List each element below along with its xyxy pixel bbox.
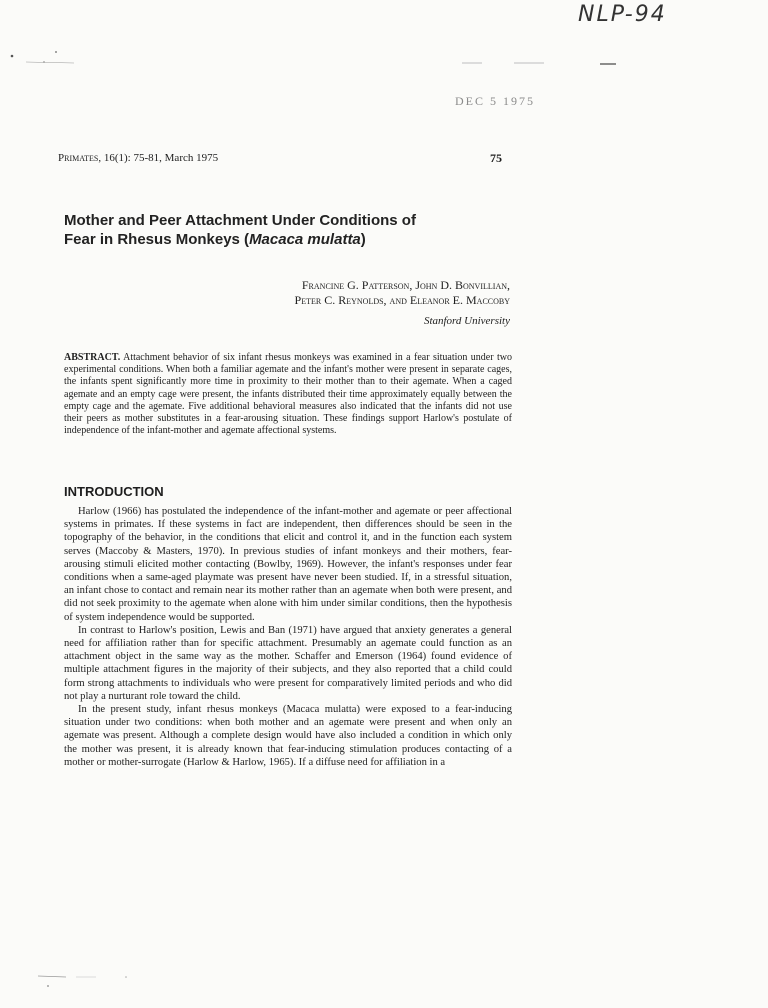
scan-specks: [4, 50, 764, 80]
abstract: [64, 352, 512, 437]
intro-paragraph-3: In the present study, infant rhesus monkeys (Macaca mulatta) were exposed to a fear-inducing situation under two conditions: when both mother and an agemate were present and when only an agemate was present. Although a complete design would have also included a condition in which only the mother was present, it is already known that fear-inducing stimulation produces contacting of a mother or mother-surrogate (Harlow & Harlow, 1965). If a diffuse need for affiliation in a: [64, 704, 512, 768]
title-line-1: Mother and Peer Attachment Under Conditions of: [64, 212, 416, 229]
section-heading-introduction: INTRODUCTION: [64, 484, 164, 499]
handwritten-annotation: NLP-94: [578, 2, 667, 27]
abstract-label: ABSTRACT.: [64, 352, 121, 363]
citation-details: , 16(1): 75-81, March 1975: [98, 152, 219, 164]
introduction-body: [64, 505, 512, 769]
authors-line-1: Francine G. Patterson, John D. Bonvillian,: [301, 278, 510, 292]
title-line-2: [64, 230, 464, 249]
title-prefix: Fear in Rhesus Monkeys (: [64, 231, 250, 248]
abstract-text: Attachment behavior of six infant rhesus monkeys was examined in a fear situation under two experimental conditions. When both a familiar agemate and the infant's mother were present in separate cages, the infants spent significantly more time in proximity to their mother than to their agemate. When a caged agemate and an empty cage were present, the infants distributed their time approximately equally between the empty cage and the agemate. Five additional behavioral measures also indicated that the infants did not use their peers as mother substitutes in a fear-arousing situation. These findings support Harlow's postulate of independence of the infant-mother and agemate affectional systems.: [64, 352, 512, 437]
author-list: [230, 278, 510, 308]
intro-paragraph-2: In contrast to Harlow's position, Lewis and Ban (1971) have argued that anxiety generates a general need for affiliation rather than for specific attachment. Presumably an agemate could function as an attachment object in the same way as the mother. Schaffer and Emerson (1964) found evidence of multiple attachment figures in the majority of their subjects, and they also reported that a child could form strong attachments to individuals who were present for comparatively limited periods and who did not play a nurturant role toward the child.: [64, 624, 512, 702]
bottom-scan-specks: [36, 968, 146, 994]
article-title: [64, 211, 464, 249]
page-number: 75: [490, 151, 502, 165]
received-stamp: DEC 5 1975: [455, 94, 535, 108]
title-suffix: ): [360, 231, 366, 248]
intro-paragraph-1: Harlow (1966) has postulated the independence of the infant-mother and agemate or peer affectional systems in primates. If these systems in fact are independent, then differences should be seen in the topography of the behavior, in the conditions that elicit and control it, and in the function each system serves (Maccoby & Masters, 1970). In previous studies of infant monkeys and their mothers, fear-arousing stimuli elicited mother contacting (Bowlby, 1969). However, the infant's responses under fear conditions when a same-aged playmate was present have never been studied. If, in a stressful situation, an infant chose to contact and remain near its mother rather than an agemate when both were present, and did not seek proximity to the agemate when alone with him under similar conditions, then the hypothesis of system independence would be supported.: [64, 506, 512, 623]
authors-line-2: Peter C. Reynolds, and Eleanor E. Maccoby: [294, 293, 510, 307]
journal-name: Primates: [58, 152, 99, 164]
title-species: Macaca mulatta: [249, 231, 361, 248]
journal-citation: [58, 152, 218, 164]
affiliation: Stanford University: [423, 315, 510, 327]
